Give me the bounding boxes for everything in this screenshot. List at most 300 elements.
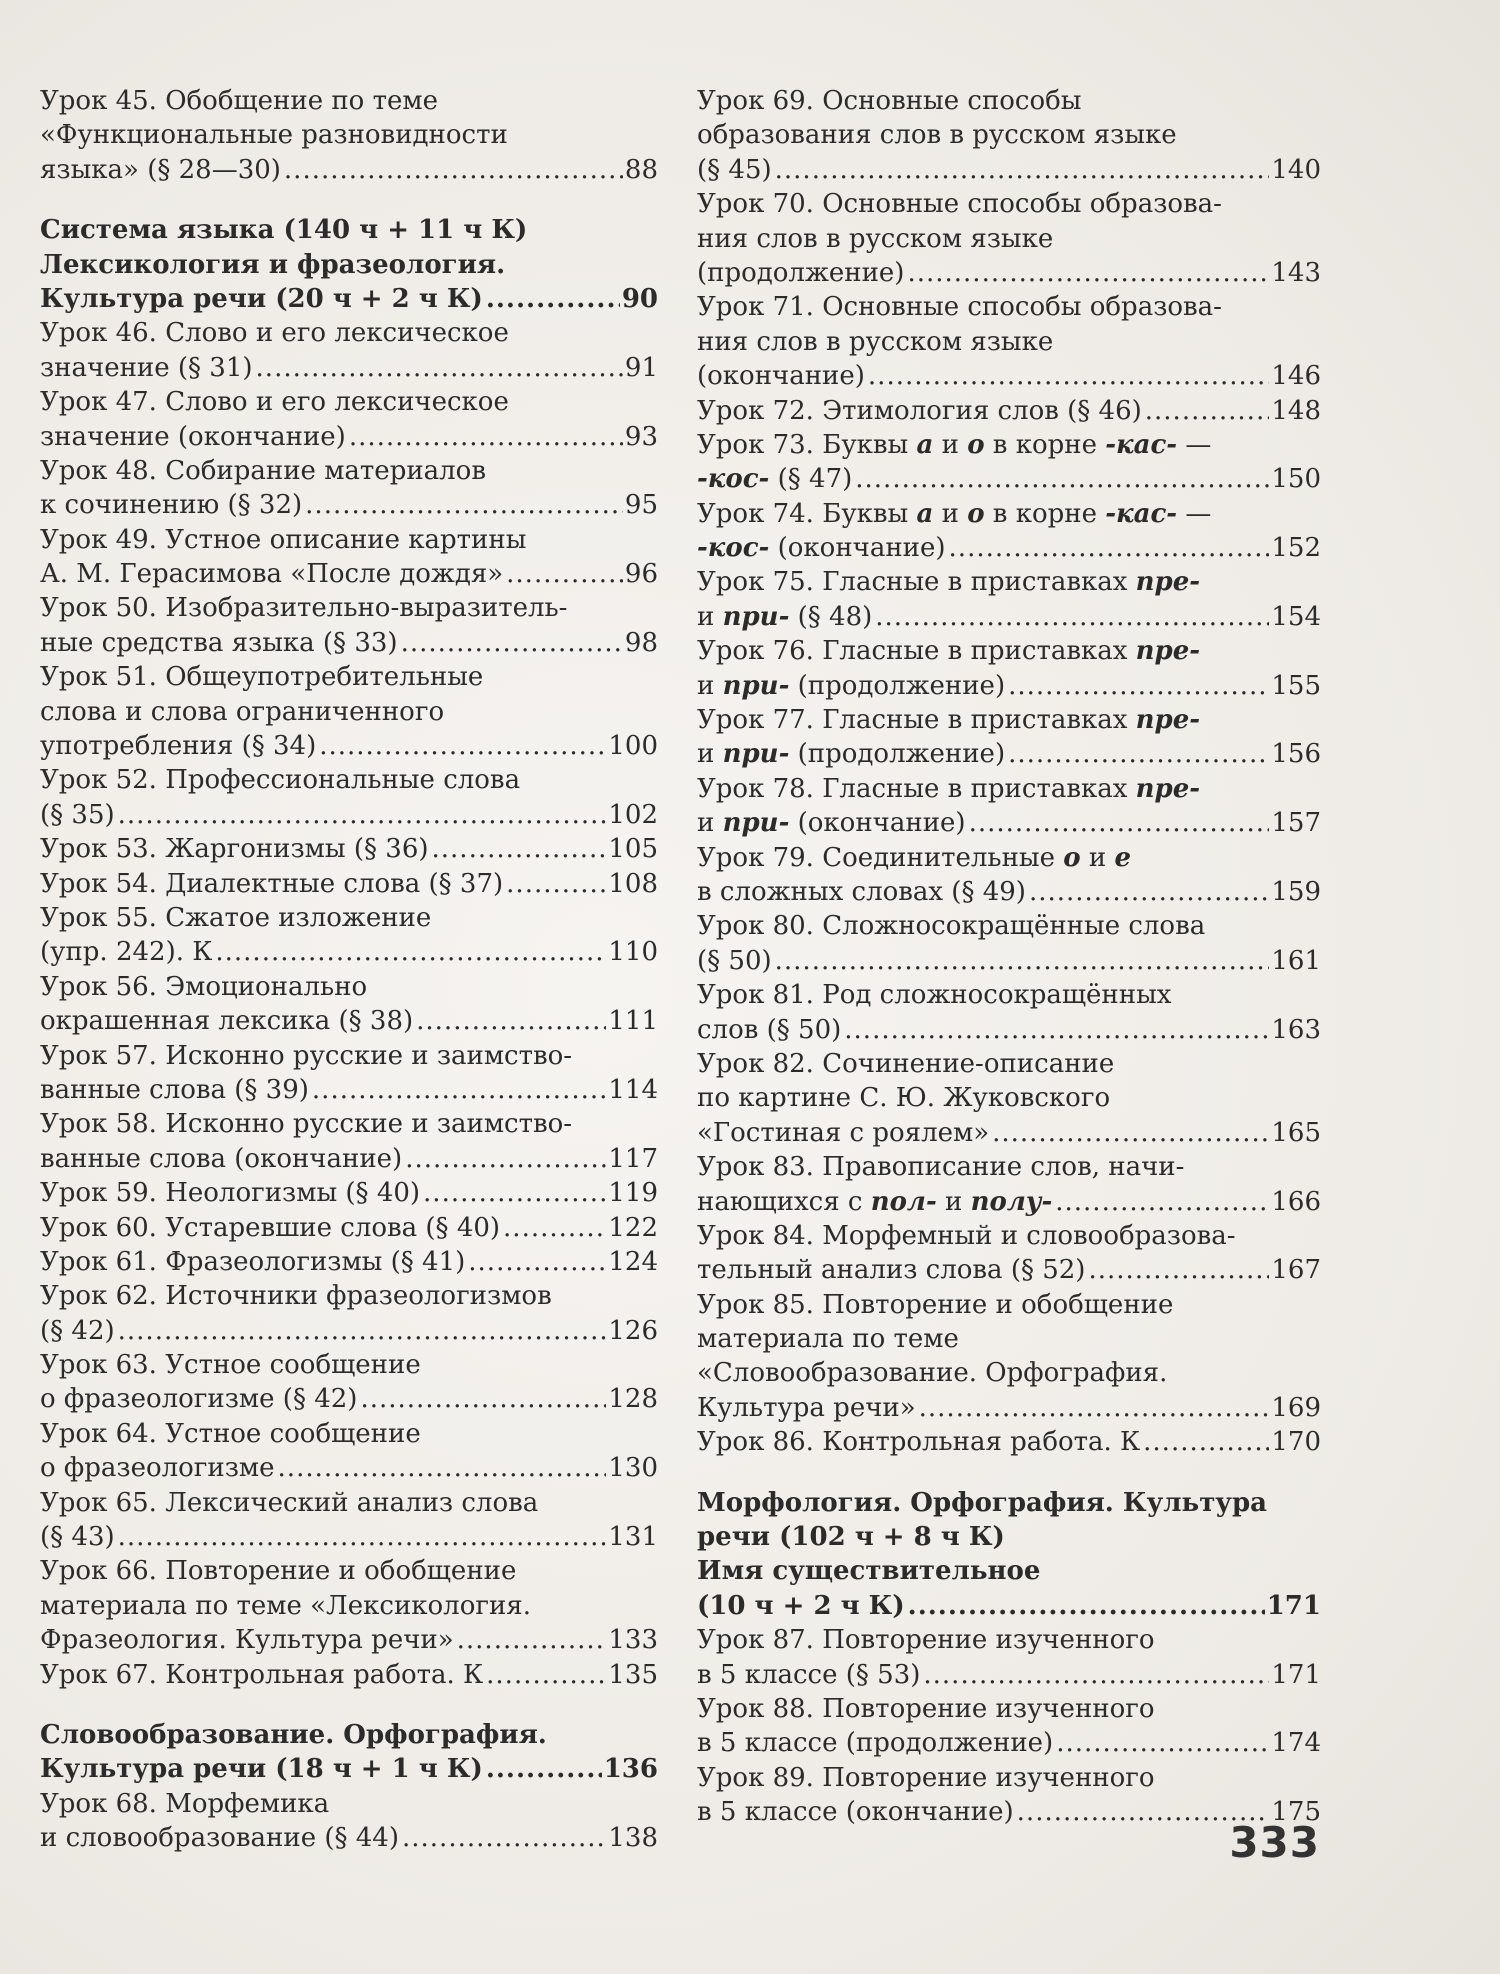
toc-entry-line <box>40 84 658 118</box>
dot-leader <box>992 1116 1269 1150</box>
entry-text-segment: Урок 74. Буквы <box>697 498 917 529</box>
dot-leader <box>875 600 1269 634</box>
entry-text: Урок 64. Устное сообщение <box>40 1418 421 1449</box>
entry-text: Урок 84. Морфемный и словообразова- <box>697 1220 1236 1251</box>
entry-text: слов (§ 50) <box>697 1014 842 1045</box>
dot-leader <box>486 1752 602 1786</box>
entry-text-segment: Урок 75. Гласные в приставках <box>697 567 1136 598</box>
entry-text: Урок 54. Диалектные слова (§ 37) <box>40 868 504 899</box>
entry-text: по картине С. Ю. Жуковского <box>697 1083 1111 1114</box>
entry-page-number: 150 <box>1271 464 1321 495</box>
dot-leader <box>349 420 623 454</box>
toc-entry-line <box>697 84 1321 118</box>
entry-text: (§ 42) <box>40 1315 115 1346</box>
entry-text: ванные слова (§ 39) <box>40 1074 309 1105</box>
dot-leader <box>969 806 1270 840</box>
toc-entry-line <box>40 626 658 660</box>
dot-leader <box>775 153 1270 187</box>
entry-text: Урок 62. Источники фразеологизмов <box>40 1281 552 1312</box>
entry-page-number: 169 <box>1271 1392 1321 1423</box>
entry-text <box>697 772 1200 806</box>
entry-page-number: 117 <box>608 1143 658 1174</box>
entry-page-number: 93 <box>624 421 658 452</box>
entry-text: (упр. 242). К <box>40 937 213 968</box>
entry-text: (продолжение) <box>697 257 905 288</box>
dot-leader <box>305 488 623 522</box>
entry-page-number: 156 <box>1271 739 1321 770</box>
toc-entry-line <box>40 763 658 797</box>
entry-text: Урок 55. Сжатое изложение <box>40 902 432 933</box>
entry-text: (§ 35) <box>40 799 115 830</box>
entry-text: языка» (§ 28—30) <box>40 154 281 185</box>
entry-text-emphasis: а <box>916 429 934 460</box>
entry-text-segment: нающихся с <box>697 1186 871 1217</box>
entry-page-number: 110 <box>608 937 658 968</box>
entry-page-number: 126 <box>608 1315 658 1346</box>
toc-entry-line <box>40 1211 658 1245</box>
entry-text <box>697 841 1131 875</box>
entry-text: Урок 47. Слово и его лексическое <box>40 387 509 418</box>
entry-text-emphasis: при- <box>722 601 790 632</box>
dot-leader <box>506 557 623 591</box>
toc-entry-line <box>40 1382 658 1416</box>
toc-entry-line <box>697 875 1321 909</box>
dot-leader <box>319 729 606 763</box>
entry-text-emphasis: а <box>916 498 934 529</box>
entry-text: Урок 67. Контрольная работа. К <box>40 1659 484 1690</box>
entry-text: А. М. Герасимова «После дождя» <box>40 559 504 590</box>
entry-text: материала по теме <box>697 1324 959 1355</box>
toc-entry-line <box>40 1658 658 1692</box>
toc-entry-line <box>697 1219 1321 1253</box>
entry-text: Урок 48. Собирание материалов <box>40 455 486 486</box>
entry-text-emphasis: полу- <box>970 1186 1053 1217</box>
entry-text: Урок 86. Контрольная работа. К <box>697 1427 1141 1458</box>
dot-leader <box>405 1142 606 1176</box>
dot-leader <box>775 944 1270 978</box>
entry-text: Фразеология. Культура речи» <box>40 1625 454 1656</box>
dot-leader <box>402 1821 606 1855</box>
entry-text-segment: (продолжение) <box>789 670 1006 701</box>
section-heading-line <box>40 248 658 282</box>
entry-text: Словообразование. Орфография. <box>40 1719 547 1750</box>
entry-page-number: 130 <box>608 1453 658 1484</box>
entry-page-number: 124 <box>608 1246 658 1277</box>
entry-text: ванные слова (окончание) <box>40 1143 403 1174</box>
entry-text-segment: Урок 76. Гласные в приставках <box>697 636 1136 667</box>
entry-text: Имя существительное <box>697 1556 1041 1587</box>
entry-text-emphasis: при- <box>722 739 790 770</box>
entry-text-emphasis: при- <box>722 808 790 839</box>
dot-leader <box>278 1451 607 1485</box>
toc-entry-line <box>697 1116 1321 1150</box>
entry-page-number: 136 <box>603 1754 658 1785</box>
entry-text: «Гостиная с роялем» <box>697 1117 990 1148</box>
entry-text <box>697 462 852 496</box>
toc-entry-line <box>697 325 1321 359</box>
entry-text <box>697 565 1200 599</box>
toc-entry-line <box>697 153 1321 187</box>
entry-text: (§ 50) <box>697 945 772 976</box>
entry-text-emphasis: е <box>1114 842 1132 873</box>
entry-text: в 5 классе (§ 53) <box>697 1659 921 1690</box>
entry-page-number: 159 <box>1271 876 1321 907</box>
entry-text: (окончание) <box>697 361 865 392</box>
entry-text-emphasis: -кас- <box>1105 429 1178 460</box>
entry-page-number: 167 <box>1271 1255 1321 1286</box>
entry-text: Морфология. Орфография. Культура <box>697 1487 1267 1518</box>
entry-page-number: 131 <box>608 1522 658 1553</box>
entry-text: Урок 70. Основные способы образова- <box>697 189 1222 220</box>
entry-text: Урок 60. Устаревшие слова (§ 40) <box>40 1212 501 1243</box>
toc-entry-line <box>697 359 1321 393</box>
entry-text: Урок 80. Сложносокращённые слова <box>697 911 1206 942</box>
entry-page-number: 170 <box>1271 1427 1321 1458</box>
entry-text: Урок 63. Устное сообщение <box>40 1350 421 1381</box>
toc-entry-line <box>697 1391 1321 1425</box>
entry-text: Урок 49. Устное описание картины <box>40 524 527 555</box>
entry-text-segment: (окончание) <box>769 533 946 564</box>
toc-entry-line <box>697 1150 1321 1184</box>
entry-text-emphasis: пре- <box>1135 773 1201 804</box>
entry-page-number: 98 <box>624 627 658 658</box>
dot-leader <box>1056 1726 1269 1760</box>
entry-text: Урок 45. Обобщение по теме <box>40 86 438 116</box>
toc-entry-line <box>40 420 658 454</box>
dot-leader <box>503 1211 606 1245</box>
dot-leader <box>360 1382 606 1416</box>
entry-page-number: 91 <box>624 352 658 383</box>
toc-entry-line <box>40 1107 658 1141</box>
entry-text-segment: и <box>933 498 968 529</box>
toc-entry-line <box>697 1658 1321 1692</box>
toc-entry-line <box>697 1692 1321 1726</box>
toc-entry-line <box>697 1623 1321 1657</box>
entry-text: Урок 56. Эмоционально <box>40 971 368 1002</box>
entry-text: о фразеологизме <box>40 1453 275 1484</box>
entry-page-number: 171 <box>1266 1590 1321 1621</box>
toc-entry-line <box>697 497 1321 531</box>
toc-entry-line <box>697 428 1321 462</box>
toc-entry-line <box>697 1185 1321 1219</box>
entry-text: Лексикология и фразеология. <box>40 249 506 280</box>
toc-entry-line <box>697 222 1321 256</box>
toc-entry-line <box>697 187 1321 221</box>
dot-leader <box>1143 1425 1269 1459</box>
toc-entry-line <box>40 1520 658 1554</box>
entry-text-emphasis: о <box>967 429 985 460</box>
toc-entry-line <box>40 935 658 969</box>
entry-text: тельный анализ слова (§ 52) <box>697 1255 1086 1286</box>
entry-text: употребления (§ 34) <box>40 731 317 762</box>
toc-entry-line <box>40 1486 658 1520</box>
section-heading-line <box>697 1589 1321 1623</box>
toc-entry-line <box>697 394 1321 428</box>
toc-entry-line <box>697 909 1321 943</box>
section-heading-line <box>40 213 658 247</box>
dot-leader <box>1008 737 1269 771</box>
toc-entry-line <box>40 729 658 763</box>
entry-text <box>697 634 1200 668</box>
toc-entry-line <box>697 1761 1321 1795</box>
toc-entry-line <box>697 290 1321 324</box>
dot-leader <box>923 1658 1269 1692</box>
entry-page-number: 128 <box>608 1384 658 1415</box>
entry-page-number: 95 <box>624 490 658 521</box>
toc-entry-line <box>697 1013 1321 1047</box>
entry-page-number: 175 <box>1271 1797 1321 1828</box>
section-heading-line <box>40 1752 658 1786</box>
entry-text: Урок 68. Морфемика <box>40 1788 330 1819</box>
entry-text-segment: и <box>1080 842 1115 873</box>
entry-text: Урок 81. Род сложносокращённых <box>697 980 1172 1011</box>
entry-text: о фразеологизме (§ 42) <box>40 1384 358 1415</box>
dot-leader <box>844 1013 1269 1047</box>
dot-leader <box>919 1391 1270 1425</box>
toc-entry-line <box>40 1004 658 1038</box>
entry-text: Урок 58. Исконно русские и заимство- <box>40 1109 573 1140</box>
entry-text: Урок 72. Этимология слов (§ 46) <box>697 395 1142 426</box>
dot-leader <box>215 935 606 969</box>
entry-text-segment: Урок 79. Соединительные <box>697 842 1064 873</box>
dot-leader <box>284 153 623 187</box>
entry-text: Система языка (140 ч + 11 ч К) <box>40 215 528 246</box>
toc-entry-line <box>40 1623 658 1657</box>
entry-page-number: 154 <box>1271 601 1321 632</box>
toc-entry-line <box>697 978 1321 1012</box>
entry-text-emphasis: -кос- <box>697 533 770 564</box>
toc-entry-line <box>697 806 1321 840</box>
entry-page-number: 165 <box>1271 1117 1321 1148</box>
entry-text: Урок 87. Повторение изученного <box>697 1625 1155 1656</box>
dot-leader <box>949 531 1270 565</box>
dot-leader <box>401 626 623 660</box>
entry-text: Урок 46. Слово и его лексическое <box>40 318 509 349</box>
entry-text: Культура речи (18 ч + 1 ч К) <box>40 1754 483 1785</box>
entry-text: Урок 66. Повторение и обобщение <box>40 1556 517 1587</box>
entry-page-number: 119 <box>608 1178 658 1209</box>
toc-entry-line <box>40 1245 658 1279</box>
entry-text-emphasis: о <box>1063 842 1081 873</box>
entry-page-number: 122 <box>608 1212 658 1243</box>
dot-leader <box>457 1623 607 1657</box>
entry-page-number: 105 <box>608 834 658 865</box>
entry-text <box>697 428 1211 462</box>
entry-text-segment: и <box>697 601 723 632</box>
entry-text-segment: — <box>1177 429 1212 460</box>
toc-entry-line <box>697 462 1321 496</box>
toc-entry-line <box>40 1821 658 1855</box>
entry-text: Урок 59. Неологизмы (§ 40) <box>40 1178 421 1209</box>
entry-text: Урок 82. Сочинение-описание <box>697 1048 1115 1079</box>
entry-text-segment: Урок 78. Гласные в приставках <box>697 773 1136 804</box>
toc-entry-line <box>40 1589 658 1623</box>
dot-leader <box>1055 1185 1269 1219</box>
entry-text-segment: (§ 48) <box>789 601 873 632</box>
entry-page-number: 143 <box>1271 257 1321 288</box>
entry-text: речи (102 ч + 8 ч К) <box>697 1522 1005 1553</box>
section-heading-line <box>697 1520 1321 1554</box>
entry-text-segment: в корне <box>984 498 1106 529</box>
dot-leader <box>468 1245 606 1279</box>
entry-text: материала по теме «Лексикология. <box>40 1590 531 1621</box>
toc-entry-line <box>697 1425 1321 1459</box>
entry-text: (10 ч + 2 ч К) <box>697 1590 905 1621</box>
entry-text: Урок 85. Повторение и обобщение <box>697 1289 1174 1320</box>
entry-page-number: 148 <box>1271 395 1321 426</box>
entry-page-number: 157 <box>1271 808 1321 839</box>
entry-page-number: 138 <box>608 1823 658 1854</box>
entry-text <box>697 806 966 840</box>
entry-text: Урок 89. Повторение изученного <box>697 1762 1155 1793</box>
toc-entry-line <box>40 1039 658 1073</box>
entry-text-emphasis: о <box>967 498 985 529</box>
entry-page-number: 114 <box>608 1074 658 1105</box>
entry-text: Урок 53. Жаргонизмы (§ 36) <box>40 834 429 865</box>
dot-leader <box>312 1073 606 1107</box>
entry-text: ные средства языка (§ 33) <box>40 627 398 658</box>
toc-left-column <box>40 84 658 1856</box>
toc-entry-line <box>40 1787 658 1821</box>
entry-text: Урок 61. Фразеологизмы (§ 41) <box>40 1246 466 1277</box>
dot-leader <box>118 798 607 832</box>
toc-entry-line <box>697 531 1321 565</box>
entry-page-number: 146 <box>1271 361 1321 392</box>
toc-entry-line <box>40 557 658 591</box>
toc-entry-line <box>697 669 1321 703</box>
section-heading-line <box>697 1554 1321 1588</box>
dot-leader <box>423 1176 606 1210</box>
entry-text <box>697 531 946 565</box>
entry-text-segment: в корне <box>984 429 1106 460</box>
toc-entry-line <box>40 153 658 187</box>
toc-entry-line <box>40 316 658 350</box>
dot-leader <box>1145 394 1270 428</box>
entry-text: Урок 71. Основные способы образова- <box>697 292 1222 323</box>
toc-entry-line <box>697 118 1321 152</box>
entry-text: (§ 43) <box>40 1522 115 1553</box>
entry-text: значение (§ 31) <box>40 352 253 383</box>
entry-page-number: 155 <box>1271 670 1321 701</box>
entry-page-number: 166 <box>1271 1186 1321 1217</box>
entry-text: в 5 классе (окончание) <box>697 1797 1014 1828</box>
toc-entry-line <box>40 867 658 901</box>
entry-text: Урок 52. Профессиональные слова <box>40 765 521 796</box>
toc-entry-line <box>40 523 658 557</box>
entry-page-number: 161 <box>1271 945 1321 976</box>
entry-text: окрашенная лексика (§ 38) <box>40 1006 414 1037</box>
toc-entry-line <box>40 1554 658 1588</box>
dot-leader <box>868 359 1269 393</box>
entry-text-segment: и <box>697 670 723 701</box>
entry-text-segment: и <box>697 739 723 770</box>
entry-text-segment: и <box>933 429 968 460</box>
toc-entry-line <box>697 1795 1321 1829</box>
entry-text: ния слов в русском языке <box>697 326 1054 357</box>
toc-entry-line <box>40 1348 658 1382</box>
toc-entry-line <box>697 256 1321 290</box>
entry-page-number: 96 <box>624 559 658 590</box>
entry-page-number: 88 <box>624 154 658 185</box>
entry-text: ния слов в русском языке <box>697 223 1054 254</box>
toc-entry-line <box>697 1253 1321 1287</box>
toc-entry-line <box>40 1142 658 1176</box>
entry-page-number: 140 <box>1271 154 1321 185</box>
toc-entry-line <box>697 1322 1321 1356</box>
entry-text: Урок 51. Общеупотребительные <box>40 662 484 693</box>
toc-right-column <box>697 84 1321 1830</box>
entry-text-segment: — <box>1177 498 1212 529</box>
toc-entry-line <box>697 772 1321 806</box>
toc-entry-line <box>40 1073 658 1107</box>
section-heading-line <box>40 1718 658 1752</box>
entry-page-number: 90 <box>621 283 658 314</box>
dot-leader <box>118 1314 607 1348</box>
entry-text: Урок 50. Изобразительно-выразитель- <box>40 593 568 624</box>
entry-page-number: 171 <box>1271 1659 1321 1690</box>
entry-page-number: 111 <box>608 1006 658 1037</box>
entry-page-number: 152 <box>1271 533 1321 564</box>
dot-leader <box>486 1658 606 1692</box>
entry-text <box>697 497 1211 531</box>
entry-text-emphasis: пре- <box>1135 636 1201 667</box>
entry-text <box>697 1185 1052 1219</box>
toc-entry-line <box>40 351 658 385</box>
toc-entry-line <box>697 1288 1321 1322</box>
dot-leader <box>855 462 1269 496</box>
toc-entry-line <box>40 1176 658 1210</box>
entry-text-emphasis: пре- <box>1135 567 1201 598</box>
toc-entry-line <box>697 565 1321 599</box>
toc-entry-line <box>697 1356 1321 1390</box>
entry-page-number: 108 <box>608 868 658 899</box>
entry-text-segment: и <box>697 808 723 839</box>
entry-text <box>697 703 1200 737</box>
toc-entry-line <box>697 737 1321 771</box>
entry-text-segment: (окончание) <box>789 808 966 839</box>
entry-text <box>697 669 1005 703</box>
entry-text: Урок 69. Основные способы <box>697 86 1082 116</box>
entry-text-emphasis: при- <box>722 670 790 701</box>
entry-text: к сочинению (§ 32) <box>40 490 303 521</box>
entry-text: Урок 57. Исконно русские и заимство- <box>40 1040 573 1071</box>
toc-entry-line <box>40 118 658 152</box>
dot-leader <box>256 351 623 385</box>
entry-page-number: 102 <box>608 799 658 830</box>
dot-leader <box>1088 1253 1269 1287</box>
entry-text-emphasis: пол- <box>870 1186 937 1217</box>
toc-entry-line <box>40 1279 658 1313</box>
toc-entry-line <box>40 454 658 488</box>
toc-entry-line <box>40 970 658 1004</box>
entry-text <box>697 737 1005 771</box>
toc-entry-line <box>40 1314 658 1348</box>
entry-text: образования слов в русском языке <box>697 120 1177 151</box>
entry-text-emphasis: -кос- <box>697 464 770 495</box>
toc-entry-line <box>697 600 1321 634</box>
dot-leader <box>908 1589 1265 1623</box>
toc-entry-line <box>40 798 658 832</box>
entry-text: и словообразование (§ 44) <box>40 1823 399 1854</box>
entry-text: «Функциональные разновидности <box>40 120 508 151</box>
toc-entry-line <box>40 660 658 694</box>
toc-entry-line <box>697 634 1321 668</box>
entry-text-emphasis: -кас- <box>1105 498 1178 529</box>
toc-entry-line <box>40 901 658 935</box>
toc-entry-line <box>40 695 658 729</box>
dot-leader <box>1029 875 1269 909</box>
entry-text-emphasis: пре- <box>1135 705 1201 736</box>
